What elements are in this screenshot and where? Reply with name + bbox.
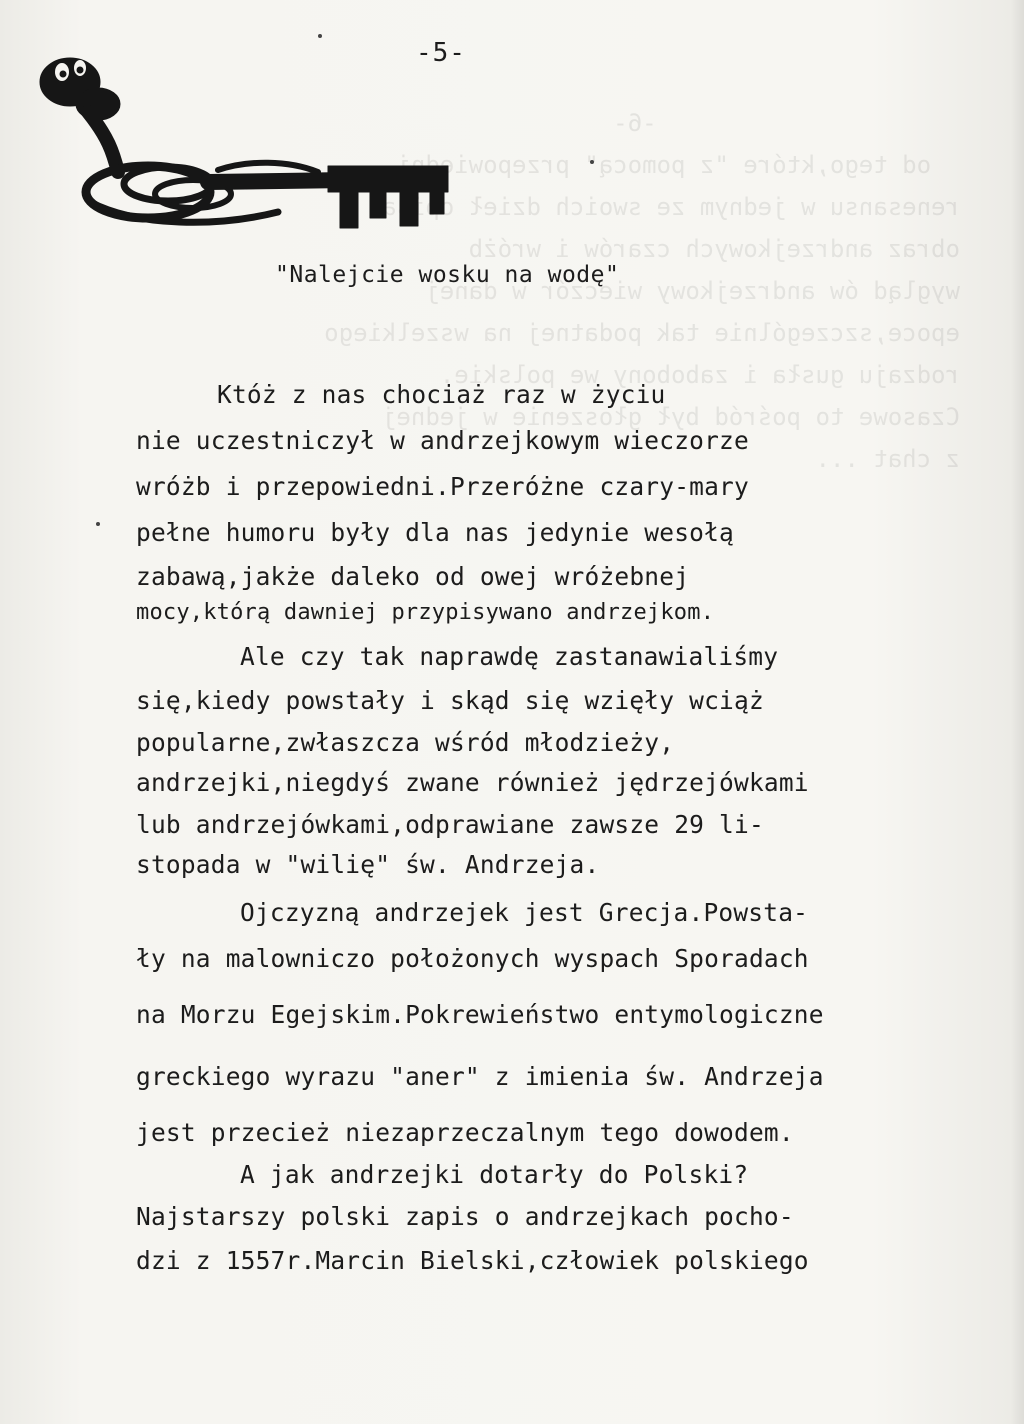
text-line-18: A jak andrzejki dotarły do Polski?	[240, 1160, 749, 1189]
ink-speck	[590, 160, 594, 164]
text-line-9: popularne,zwłaszcza wśród młodzieży,	[136, 728, 675, 757]
text-line-15: na Morzu Egejskim.Pokrewieństwo entymologiczne	[136, 1000, 824, 1029]
text-line-14: ły na malowniczo położonych wyspach Sporadach	[136, 944, 809, 973]
text-line-12: stopada w "wilię" św. Andrzeja.	[136, 850, 600, 879]
text-line-3: wróżb i przepowiedni.Przeróżne czary-mary	[136, 472, 749, 501]
page-edge-shadow	[1010, 0, 1024, 1424]
text-line-17: jest przecież niezaprzeczalnym tego dowodem.	[136, 1118, 794, 1147]
page-number: -5-	[416, 38, 466, 68]
text-line-16: greckiego wyrazu "aner" z imienia św. Andrzeja	[136, 1062, 824, 1091]
text-line-2: nie uczestniczył w andrzejkowym wieczorze	[136, 426, 749, 455]
text-line-19: Najstarszy polski zapis o andrzejkach pocho-	[136, 1202, 794, 1231]
text-line-1: Któż z nas chociaż raz w życiu	[217, 380, 666, 409]
ink-speck	[318, 34, 322, 38]
reverse-side-bleed-through: -6- od tego,które "z pomocą" przepowiedni renesansu w jednym ze swoich dzieł obraz andrzejkowych czarów i wróżb wygląd ów andrzejkowy wieczór w danej epoce,szczególnie tak podatnej na wszelkiego rodzaju gusła i zabobony we polskie. Czasowe to pośród był głoszenie w jednej z chat ...	[324, 109, 960, 473]
text-line-10: andrzejki,niegdyś zwane również jędrzejówkami	[136, 768, 809, 797]
text-line-4: pełne humoru były dla nas jedynie wesołą	[136, 518, 735, 547]
text-line-20: dzi z 1557r.Marcin Bielski,człowiek polskiego	[136, 1246, 809, 1275]
key-illustration	[18, 42, 478, 232]
article-title: "Nalejcie wosku na wodę"	[275, 262, 620, 288]
text-line-6: mocy,którą dawniej przypisywano andrzejkom.	[136, 600, 715, 625]
text-line-8: się,kiedy powstały i skąd się wzięły wciąż	[136, 686, 764, 715]
ink-speck	[96, 522, 100, 526]
text-line-11: lub andrzejówkami,odprawiane zawsze 29 li-	[136, 810, 764, 839]
text-line-13: Ojczyzną andrzejek jest Grecja.Powsta-	[240, 898, 809, 927]
text-line-7: Ale czy tak naprawdę zastanawialiśmy	[240, 642, 779, 671]
text-line-5: zabawą,jakże daleko od owej wróżebnej	[136, 562, 690, 591]
